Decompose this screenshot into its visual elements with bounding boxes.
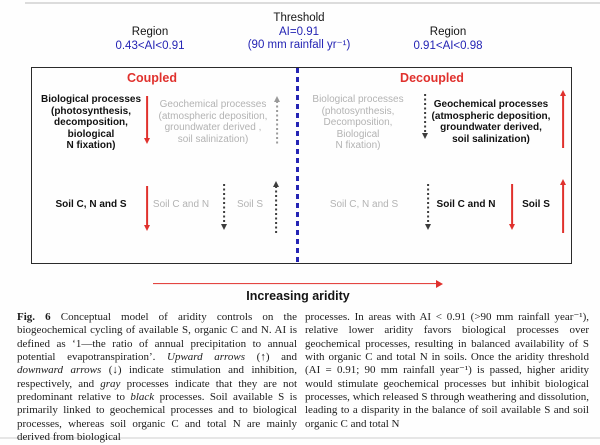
- right-geochemical-processes-label: Geochemical processes (atmospheric deposition, groundwater derived, soil salinization): [431, 99, 551, 145]
- left-geochemical-processes-label: Geochemical processes (atmospheric deposition, groundwater derived , soil salinization): [158, 99, 268, 145]
- left-geochemical-stimulation-arrow: [272, 96, 282, 146]
- top-divider-line: [25, 2, 600, 4]
- threshold-note: (90 mm rainfall yr⁻¹): [247, 39, 351, 51]
- right-biological-processes-label: Biological processes (photosynthesis, Decomposition, Biological N fixation): [312, 94, 404, 152]
- decoupled-panel-title: Decoupled: [400, 71, 464, 85]
- left-soil-s-up-arrow: [271, 181, 281, 233]
- x-axis-label: Increasing aridity: [246, 289, 350, 303]
- right-soil-s-up-arrow: [558, 179, 568, 233]
- increasing-aridity-arrow: [153, 279, 443, 288]
- left-region-range: 0.43<AI<0.91: [115, 39, 185, 52]
- left-soil-s-label: Soil S: [236, 199, 264, 210]
- left-soil-cn-label: Soil C and N: [152, 199, 210, 210]
- left-soil-cns-label: Soil C, N and S: [55, 199, 127, 210]
- right-soil-cns-label: Soil C, N and S: [329, 199, 399, 210]
- right-biological-inhibition-arrow: [420, 94, 430, 139]
- threshold-header: [229, 12, 369, 53]
- left-region-header: [90, 26, 210, 53]
- right-geochemical-stimulation-arrow: [558, 90, 568, 148]
- threshold-title: Threshold: [273, 12, 325, 24]
- left-biological-processes-label: Biological processes (photosynthesis, decomposition, biological N fixation): [40, 94, 142, 152]
- left-biological-inhibition-arrow: [142, 96, 152, 144]
- right-region-range: 0.91<AI<0.98: [413, 39, 483, 52]
- left-region-title: Region: [131, 26, 169, 38]
- right-soil-cn-label: Soil C and N: [436, 199, 496, 210]
- coupled-panel-title: Coupled: [127, 71, 177, 85]
- right-region-header: [388, 26, 508, 53]
- figure-caption-right-column: processes. In areas with AI < 0.91 (>90 mm rainfall year⁻¹), relative lower aridity favors biological processes over geochemical processes, resulting in balanced availability of S with organic C and total N in soils. Once the aridity threshold (AI = 0.91; 90 mm rainfall year⁻¹) is passed, higher aridity would stimulate geochemical processes but inhibit biological processes, which released S through weathering and dissolution, leading to a disparity in the balance of soil available S and soil organic C and total N: [305, 311, 589, 430]
- threshold-value: AI=0.91: [279, 25, 319, 38]
- right-soil-s-label: Soil S: [522, 199, 550, 210]
- threshold-dashed-line: [296, 68, 299, 263]
- figure-caption-left-column: Fig. 6 Conceptual model of aridity controls on the biogeochemical cycling of available S, organic C and N. AI is defined as ‘1—the ratio of annual precipitation to annual potential evapotranspiration’. Upward arrows (↑) and downward arrows (↓) indicate stimulation and inhibition, respectively, and gray processes indicate that they are not predominant relative to black processes. Soil available S is primarily linked to geochemical processes and to biological processes, whereas soil organic C and total N are mainly derived from biological: [17, 311, 297, 444]
- right-region-title: Region: [429, 26, 467, 38]
